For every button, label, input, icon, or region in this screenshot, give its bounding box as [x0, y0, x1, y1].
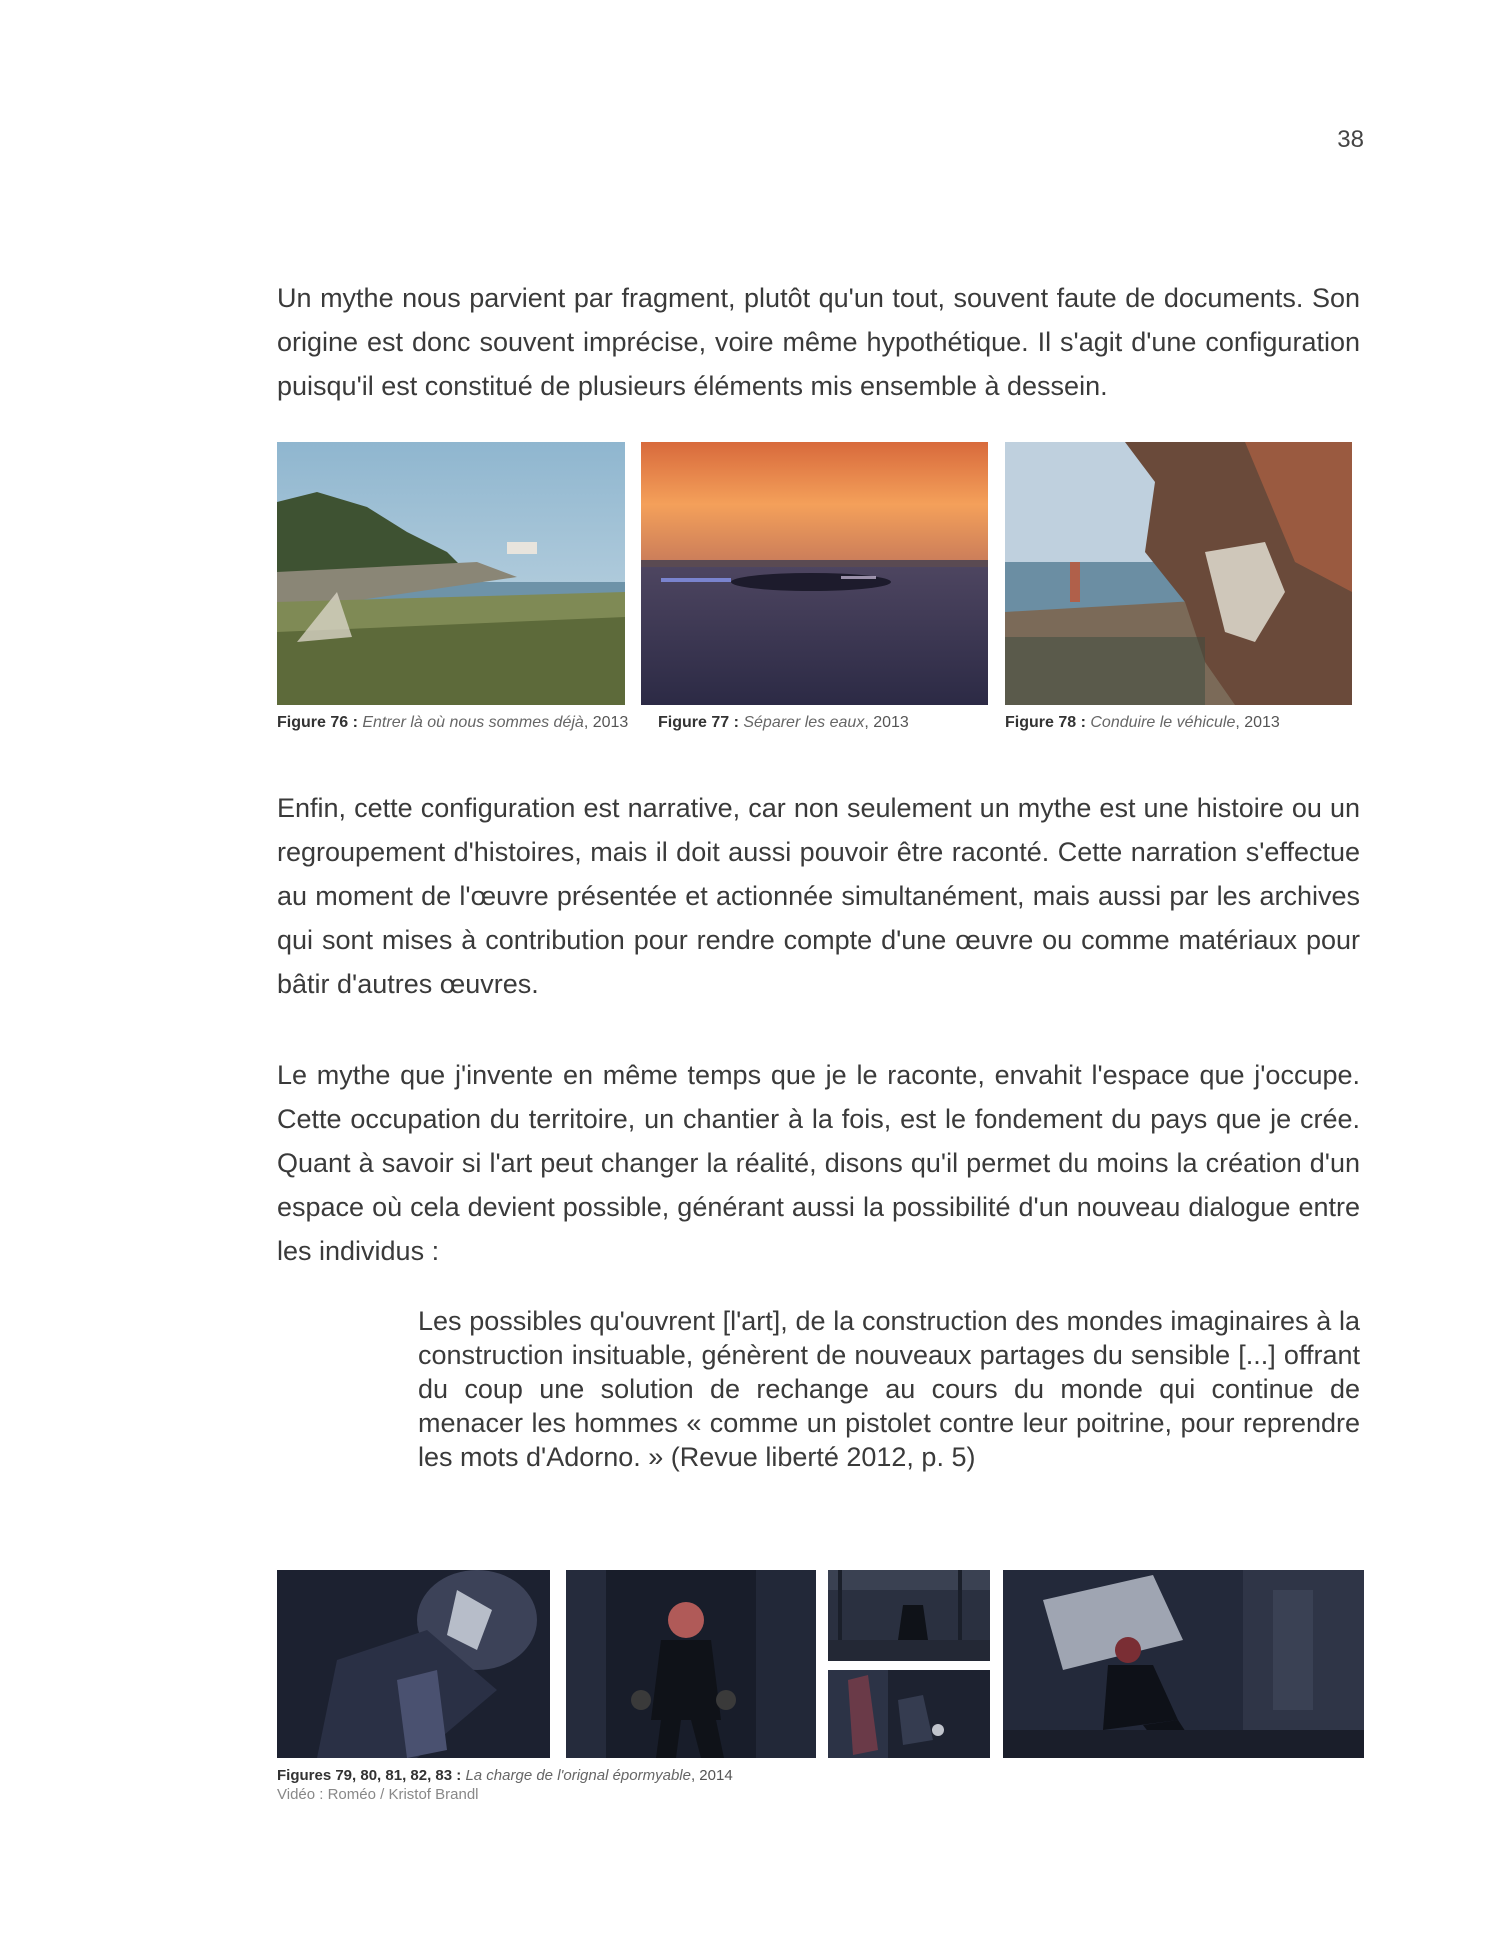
figures-79-83-label: Figures 79, 80, 81, 82, 83 : [277, 1767, 462, 1784]
figure-78-caption [1005, 714, 1280, 732]
figure-77-caption [658, 714, 909, 732]
video-credit: Vidéo : Roméo / Kristof Brandl [277, 1786, 479, 1803]
paragraph-1: Un mythe nous parvient par fragment, plutôt qu'un tout, souvent faute de documents. Son origine est donc souvent imprécise, voire même hypothétique. Il s'agit d'une configuration puisqu'il est constitué de plusieurs éléments mis ensemble à dessein. [277, 283, 1360, 401]
figure-76-caption [277, 714, 628, 732]
figure-78-title: Conduire le véhicule [1090, 714, 1236, 731]
figure-76-title: Entrer là où nous sommes déjà [362, 714, 584, 731]
paragraph-2: Enfin, cette configuration est narrative, car non seulement un mythe est une histoire ou un regroupement d'histoires, mais il doit aussi pouvoir être raconté. Cette narration s'effectue au moment de l'œuvre présentée et actionnée simultanément, mais aussi par les archives qui sont mises à contribution pour rendre compte d'une œuvre ou comme matériaux pour bâtir d'autres œuvres. [277, 793, 1360, 999]
figure-76-label: Figure 76 : [277, 714, 358, 731]
figure-77-image [641, 442, 988, 705]
figures-79-83-title: La charge de l'orignal épormyable [465, 1767, 691, 1784]
figure-78-year: , 2013 [1235, 714, 1280, 731]
figure-82-image [828, 1670, 990, 1758]
figure-76-year: , 2013 [583, 714, 629, 731]
block-quote: Les possibles qu'ouvrent [l'art], de la construction des mondes imaginaires à la construction insituable, génèrent de nouveaux partages du sensible [...] offrant du coup une solution de rechange au cours du monde qui continue de menacer les hommes « comme un pistolet contre leur poitrine, pour reprendre les mots d'Adorno. » (Revue liberté 2012, p. 5) [418, 1306, 1360, 1472]
figure-81-image [828, 1570, 990, 1661]
figure-79-image [277, 1570, 550, 1758]
figure-78-image [1005, 442, 1352, 705]
figures-79-83-year: , 2014 [690, 1767, 733, 1784]
figures-79-83-caption [277, 1766, 733, 1804]
figure-80-image [566, 1570, 816, 1758]
paragraph-3: Le mythe que j'invente en même temps que je le raconte, envahit l'espace que j'occupe. Cette occupation du territoire, un chantier à la fois, est le fondement du pays que je crée. Quant à savoir si l'art peut changer la réalité, disons qu'il permet du moins la création d'un espace où cela devient possible, générant aussi la possibilité d'un nouveau dialogue entre les individus : [277, 1060, 1360, 1266]
figure-78-label: Figure 78 : [1005, 714, 1086, 731]
figure-77-label: Figure 77 : [658, 714, 739, 731]
figure-77-title: Séparer les eaux [743, 714, 865, 731]
page-number: 38 [1337, 126, 1364, 153]
figure-77-year: , 2013 [864, 714, 909, 731]
figure-76-image [277, 442, 625, 705]
figure-83-image [1003, 1570, 1364, 1758]
